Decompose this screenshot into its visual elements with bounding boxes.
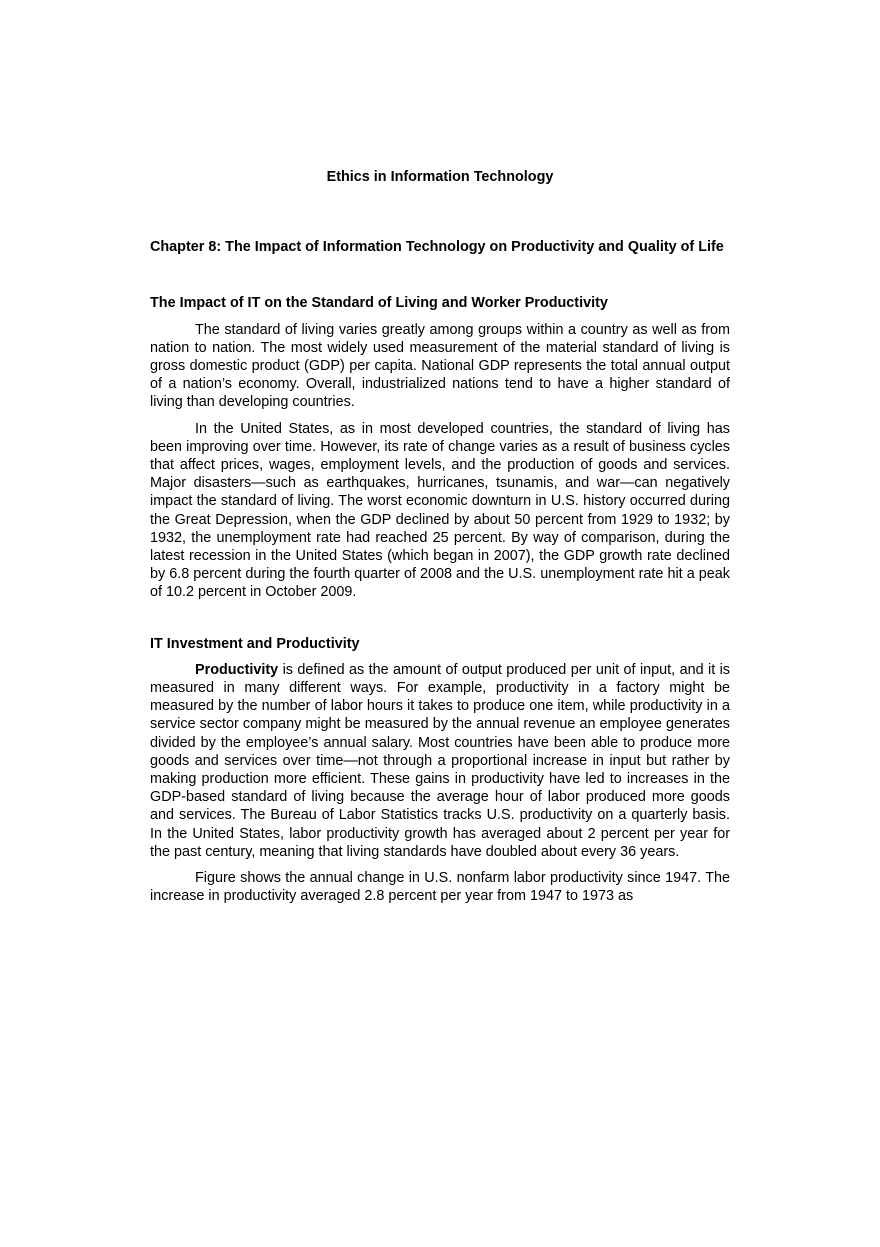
paragraph-standard-of-living-1: The standard of living varies greatly among groups within a country as well as from nation to nation. The most widely used measurement of the material standard of living is gross domestic product (GDP) per capita. National GDP represents the total annual output of a nation’s economy. Overall, industrialized nations tend to have a higher standard of living than developing countries. [150, 321, 730, 411]
paragraph-productivity-definition-text: is defined as the amount of output produced per unit of input, and it is measured in many different ways. For example, productivity in a factory might be measured by the number of labor hours it takes to produce one item, while productivity in a service sector company might be measured by the annual revenue an employee generates divided by the employee’s annual salary. Most countries have been able to produce more goods and services over time—not through a proportional increase in input but rather by making production more efficient. These gains in productivity have led to increases in the GDP-based standard of living because the average hour of labor produced more goods and services. The Bureau of Labor Statistics tracks U.S. productivity on a quarterly basis. In the United States, labor productivity growth has averaged about 2 percent per year for the past century, meaning that living standards have doubled about every 36 years. [150, 661, 730, 860]
section-heading-it-investment: IT Investment and Productivity [150, 635, 360, 652]
section-heading-standard-of-living: The Impact of IT on the Standard of Living and Worker Productivity [150, 295, 608, 312]
chapter-title: Chapter 8: The Impact of Information Technology on Productivity and Quality of Life [150, 239, 724, 256]
paragraph-standard-of-living-2: In the United States, as in most developed countries, the standard of living has been improving over time. However, its rate of change varies as a result of business cycles that affect prices, wages, employment levels, and the production of goods and services. Major disasters—such as earthquakes, hurricanes, tsunamis, and war—can negatively impact the standard of living. The worst economic downturn in U.S. history occurred during the Great Depression, when the GDP declined by about 50 percent from 1929 to 1932; by 1932, the unemployment rate had reached 25 percent. By way of comparison, during the latest recession in the United States (which began in 2007), the GDP growth rate declined by 6.8 percent during the fourth quarter of 2008 and the U.S. unemployment rate hit a peak of 10.2 percent in October 2009. [150, 420, 730, 601]
paragraph-productivity-definition [150, 661, 730, 861]
document-title: Ethics in Information Technology [326, 169, 554, 185]
document-page [150, 168, 730, 906]
paragraph-figure-reference: Figure shows the annual change in U.S. nonfarm labor productivity since 1947. The increase in productivity averaged 2.8 percent per year from 1947 to 1973 as [150, 870, 730, 905]
term-productivity: Productivity [195, 661, 279, 678]
